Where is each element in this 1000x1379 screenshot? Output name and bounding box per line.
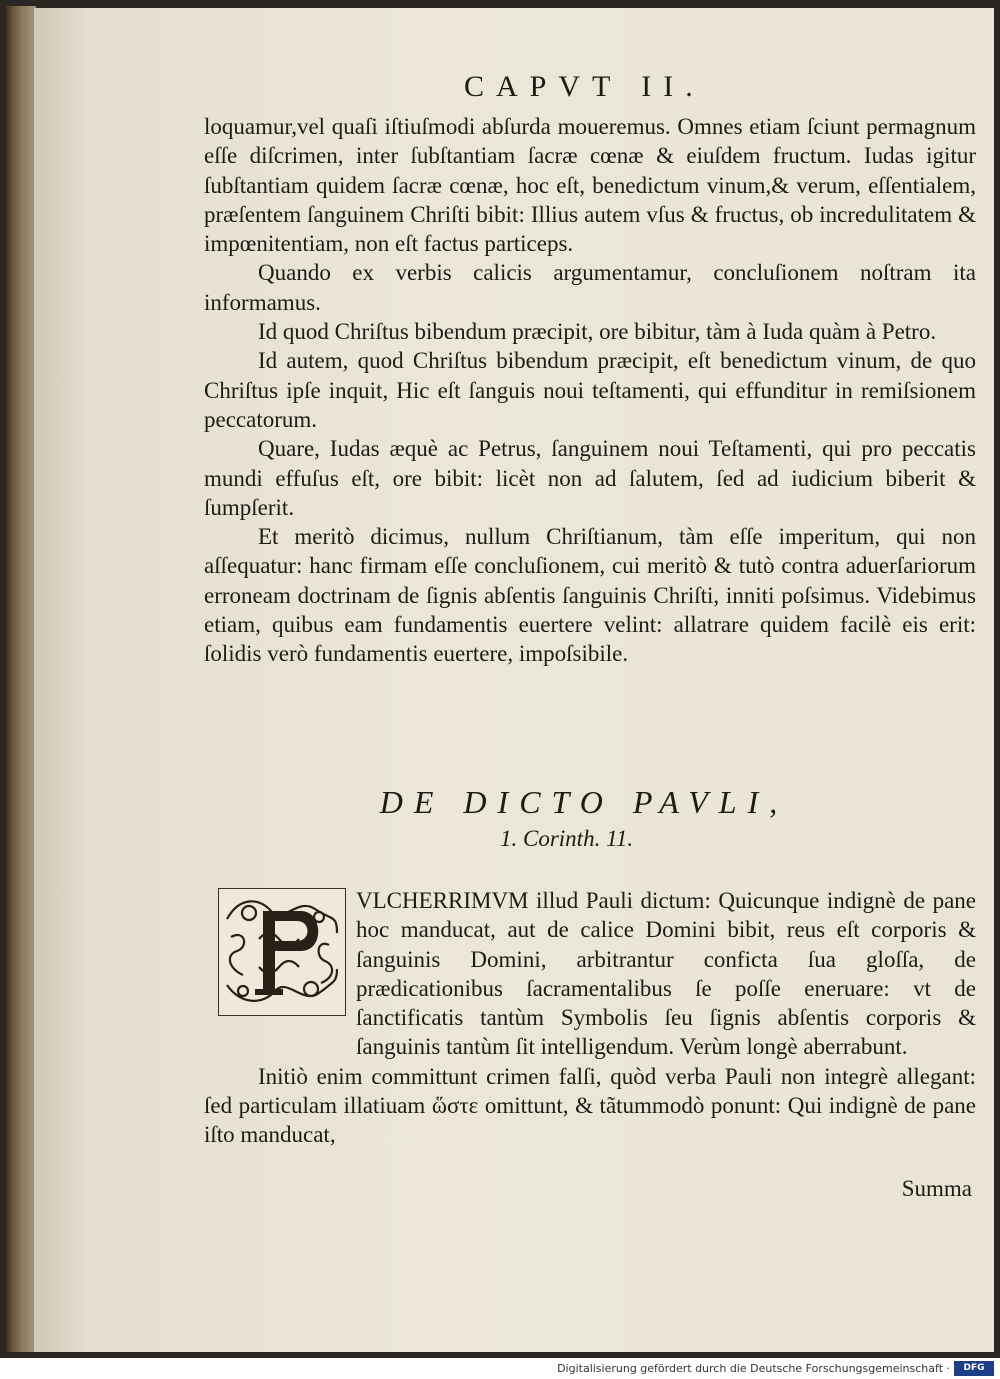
- text-block-1: [204, 112, 976, 669]
- paragraph: Id autem, quod Chriſtus bibendum præcipit, eſt benedictum vinum, de quo Chriſtus ipſe inquit, Hic eſt ſanguis noui teſtamenti, qui effunditur in remiſsionem peccatorum.: [204, 348, 976, 432]
- paragraph: Quando ex verbis calicis argumentamur, concluſionem noſtram ita informamus.: [204, 260, 976, 315]
- paragraph: Initiò enim committunt crimen falſi, quòd verba Pauli non integrè allegant: ſed particulam illatiuam ὥστε omittunt, & tãtummodò ponunt: Qui indignè de pane iſto manducat,: [204, 1063, 976, 1148]
- paragraph: Id quod Chriſtus bibendum præcipit, ore bibitur, tàm à Iuda quàm à Petro.: [258, 319, 937, 345]
- section-subheading: 1. Corinth. 11.: [500, 826, 634, 851]
- book-binding-edge: [6, 6, 36, 1352]
- running-head: CAPVT II.: [464, 70, 705, 103]
- paragraph: loquamur,vel quaſi iſtiuſmodi abſurda moueremus. Omnes etiam ſciunt permagnum eſſe diſcrimen, inter ſubſtantiam ſacræ cœnæ & eiuſdem fructum. Iudas igitur ſubſtantiam quidem ſacræ cœnæ, hoc eſt, benedictum vinum,& verum, eſſentialem, præſentem ſanguinem Chriſti bibit: Illius autem vſus & fructus, ob incredulitatem & impœnitentiam, non eſt factus particeps.: [204, 114, 976, 257]
- paragraph: Et meritò dicimus, nullum Chriſtianum, tàm eſſe imperitum, qui non aſſequatur: hanc firmam eſſe concluſionem, cui meritò & tutò contra aduerſariorum erroneam doctrinam de ſignis abſentis ſanguinis Chriſti, inniti poſsimus. Videbimus etiam, quibus eam fundamentis euertere velint: allatrare quidem facilè eis erit: ſolidis verò fundamentis euertere, impoſsibile.: [204, 524, 976, 667]
- book-page: [34, 8, 994, 1352]
- paragraph: VLCHERRIMVM illud Pauli dictum: Quicunque indignè de pane hoc manducat, aut de calice Domini bibit, reus eſt corporis & ſanguinis Domini, arbitrantur conficta ſua gloſſa, de prædicationibus ſacramentalibus ſe poſſe eneruare: vt de ſanctificatis tantùm Symbolis ſeu ſignis abſentis corporis & ſanguinis tantùm ſit intelligendum. Verùm longè aberrabunt.: [356, 888, 976, 1060]
- section-heading: DE DICTO PAVLI,: [379, 784, 789, 820]
- footer-credit: Digitalisierung gefördert durch die Deutsche Forschungsgemeinschaft ·: [557, 1362, 950, 1375]
- dfg-logo-icon: DFG: [954, 1361, 994, 1376]
- digitization-footer: [0, 1358, 1000, 1379]
- catchword: Summa: [901, 1176, 972, 1201]
- paragraph: Quare, Iudas æquè ac Petrus, ſanguinem noui Teſtamenti, qui pro peccatis mundi effuſus eſt, ore bibit: licèt non ad ſalutem, ſed ad iudicium biberit & ſumpſerit.: [204, 436, 976, 520]
- decorated-initial-icon: [218, 888, 346, 1016]
